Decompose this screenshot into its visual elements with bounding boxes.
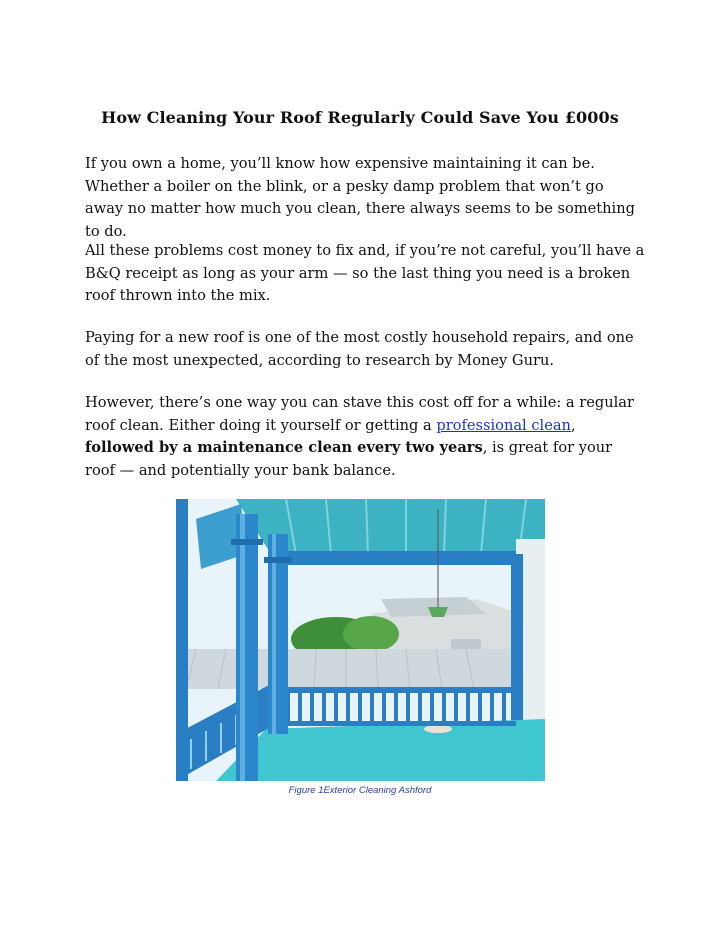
column-left-highlight — [240, 514, 245, 781]
railing-top — [276, 687, 516, 693]
tree-right — [343, 616, 399, 652]
column-left — [236, 514, 258, 781]
paragraph-4-bold: followed by a maintenance clean every two years — [85, 439, 483, 456]
paragraph-4-intro: However, there’s one way you can stave this cost off for a while: a regular roof clean. Either doing it yourself or getting a — [85, 394, 634, 434]
document-title: How Cleaning Your Roof Regularly Could Save You £000s — [101, 108, 619, 127]
paragraph-3: Paying for a new roof is one of the most costly household repairs, and one of the most unexpected, according to research by Money Guru. — [85, 329, 634, 369]
column-middle — [268, 534, 288, 734]
paragraph-1: If you own a home, you’ll know how expensive maintaining it can be. Whether a boiler on the blink, or a pesky damp problem that won’t go away no matter how much you clean, there always seems to be something to do. — [85, 155, 635, 240]
column-middle-capital — [264, 557, 292, 563]
right-post — [511, 554, 523, 734]
column-far-left — [176, 499, 188, 781]
railing-bottom — [276, 721, 516, 726]
paragraph-2: All these problems cost money to fix and, if you’re not careful, you’ll have a B&Q receipt as long as your arm — so the last thing you need is a broken roof thrown into the mix. — [85, 242, 645, 304]
balcony-photo — [176, 499, 545, 781]
paragraph-4-end: , is great for your roof — and potentially your bank balance. — [85, 439, 613, 479]
top-beam — [271, 551, 545, 565]
column-left-capital — [231, 539, 263, 545]
figure-caption: Figure 1Exterior Cleaning Ashford — [288, 785, 432, 796]
lower-roof — [176, 649, 545, 689]
paragraph-4 — [85, 392, 645, 482]
balcony-illustration — [176, 499, 545, 781]
paragraph-4-comma: , — [570, 416, 576, 434]
professional-clean-link[interactable]: professional clean — [436, 416, 571, 434]
column-middle-highlight — [272, 534, 276, 734]
floor-object — [424, 725, 452, 733]
